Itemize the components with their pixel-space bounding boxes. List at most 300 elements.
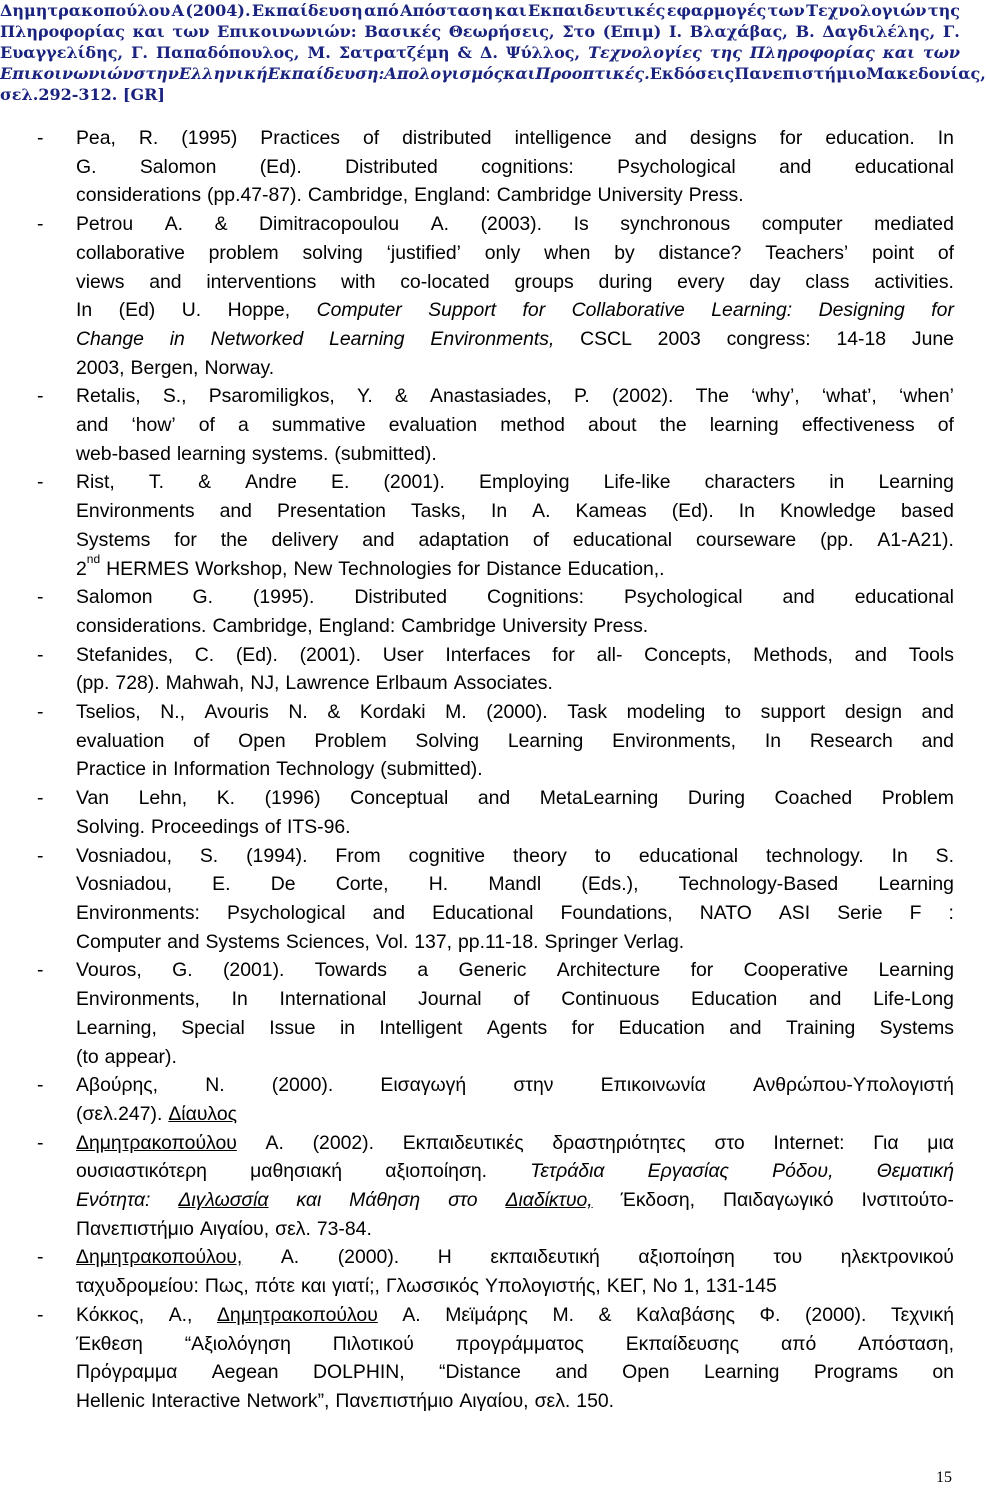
- reference-word: Distance: [486, 557, 562, 580]
- reference-word: by: [614, 241, 635, 264]
- reference-word: (2000).: [486, 701, 548, 724]
- reference-word: 728).: [115, 672, 160, 695]
- reference-word: in: [169, 327, 185, 350]
- reference-line: [76, 268, 954, 297]
- reference-word: Springer: [544, 930, 618, 953]
- reference-word: Stefanides,: [76, 643, 174, 666]
- reference-word: evaluation: [76, 729, 165, 752]
- reference-word: for: [174, 528, 197, 551]
- reference-word: groups: [514, 270, 574, 293]
- reference-word: Journal: [418, 988, 482, 1011]
- reference-word: on: [932, 1361, 954, 1384]
- reference-word: (2002).: [312, 1131, 375, 1154]
- reference-word: :: [948, 901, 954, 924]
- reference-word: (to: [76, 1045, 99, 1068]
- reference-word: Special: [181, 1016, 245, 1039]
- reference-word: Open: [238, 729, 286, 752]
- reference-word: Life-Long: [873, 988, 954, 1011]
- reference-word: and: [779, 155, 812, 178]
- header-word: Β.: [795, 22, 815, 41]
- reference-word: Interactive: [150, 1389, 241, 1412]
- reference-word: considerations.: [76, 614, 207, 637]
- reference-word: Corte,: [335, 873, 389, 896]
- reference-word: Environments: [76, 500, 195, 523]
- reference-word: αξιοποίηση: [638, 1246, 735, 1269]
- reference-word: and: [372, 901, 406, 924]
- reference-word: S.: [199, 844, 219, 867]
- reference-word: Open: [622, 1361, 670, 1384]
- header-word: Βασικές: [364, 22, 442, 41]
- reference-word: Αιγαίου,: [199, 1217, 270, 1240]
- reference-line: [76, 1157, 954, 1186]
- reference-word: Kameas: [575, 500, 647, 523]
- header-word: Δαγδιλέλης,: [822, 22, 936, 41]
- reference-word: Μ.: [552, 1303, 574, 1326]
- header-word: της: [709, 43, 742, 62]
- reference-word: Anastasiades,: [430, 385, 552, 408]
- reference-word: Sciences,: [285, 930, 370, 953]
- reference-word: T.: [148, 471, 164, 494]
- reference-word: Psychological: [617, 155, 736, 178]
- reference-word: web-based: [76, 442, 171, 465]
- reference-word: June: [911, 327, 954, 350]
- reference-word: day: [749, 270, 781, 293]
- reference-word: effectiveness: [801, 414, 915, 437]
- reference-word: A.: [164, 213, 184, 236]
- reference-word: England:: [318, 614, 396, 637]
- reference-word: (2002).: [611, 385, 674, 408]
- reference-word: educational: [854, 586, 954, 609]
- reference-word: του: [773, 1246, 803, 1269]
- header-word: Πληροφορίας: [749, 43, 875, 62]
- reference-word: and: [149, 270, 182, 293]
- reference-word: Επικοινωνία: [600, 1074, 706, 1097]
- reference-word: Educational: [432, 901, 534, 924]
- reference-word: about: [588, 414, 637, 437]
- list-bullet: -: [37, 643, 44, 666]
- reference-line: [76, 755, 954, 784]
- reference-word: solving: [302, 241, 363, 264]
- reference-word: Education: [618, 1016, 705, 1039]
- reference-word: Νο: [652, 1275, 678, 1298]
- reference-item: [0, 641, 960, 698]
- reference-word: learning: [176, 442, 246, 465]
- reference-word: (1995).: [252, 586, 315, 609]
- list-bullet: -: [37, 1131, 44, 1154]
- reference-word: Α.: [280, 1246, 300, 1269]
- reference-word: Concepts,: [644, 643, 732, 666]
- header-word: και: [494, 1, 527, 20]
- header-word: Θεωρήσεις,: [448, 22, 555, 41]
- reference-word: and: [921, 729, 954, 752]
- reference-line: [76, 899, 954, 928]
- reference-line: [76, 1358, 954, 1387]
- reference-line: [76, 1272, 954, 1301]
- reference-word: a: [417, 959, 429, 982]
- reference-word: A.: [532, 500, 551, 523]
- list-bullet: -: [37, 787, 44, 810]
- reference-word: Foundations,: [560, 901, 673, 924]
- reference-word: Psychological: [227, 901, 346, 924]
- reference-word: design: [844, 701, 902, 724]
- header-word: και: [882, 43, 915, 62]
- reference-word: σελ.: [275, 1217, 311, 1240]
- reference-word: and: [809, 988, 842, 1011]
- reference-word: problem: [208, 241, 279, 264]
- reference-line: [76, 985, 954, 1014]
- reference-word: Press.: [593, 614, 649, 637]
- header-word: και: [503, 64, 536, 83]
- header-word: Επικοινωνιών: [0, 64, 134, 83]
- reference-word: Hoppe,: [227, 299, 291, 322]
- reference-word: Tselios,: [76, 701, 141, 724]
- page-header: [0, 0, 986, 105]
- reference-word: Vouros,: [76, 959, 142, 982]
- reference-word: Presentation: [277, 500, 386, 523]
- reference-word: Θεματική: [876, 1160, 954, 1183]
- header-word: Ι.: [668, 22, 683, 41]
- reference-word: the: [220, 528, 248, 551]
- reference-word: Learning: [878, 873, 954, 896]
- header-word: Παπαδόπουλος,: [156, 43, 300, 62]
- reference-word: G.: [192, 586, 213, 609]
- reference-word: Learning: [329, 327, 405, 350]
- reference-item: [0, 583, 960, 640]
- reference-line: [76, 354, 954, 383]
- reference-word: A.: [430, 213, 450, 236]
- header-word: Μακεδονίας,: [866, 64, 986, 83]
- reference-word: Network”,: [246, 1389, 330, 1412]
- reference-word: Cambridge: [496, 184, 592, 207]
- reference-word: Bergen,: [130, 356, 199, 379]
- reference-word: education.: [825, 127, 915, 149]
- reference-word: mediated: [874, 213, 954, 236]
- reference-word: Learning: [878, 959, 954, 982]
- reference-word: intelligence: [514, 127, 612, 149]
- reference-word: Solving.: [76, 815, 145, 838]
- reference-word: Ινστιτούτο-: [861, 1189, 954, 1212]
- reference-word: Technology-Based: [678, 873, 839, 896]
- reference-word: U.: [181, 299, 202, 322]
- reference-word: In: [738, 500, 755, 523]
- header-word: Σατρατζέμη: [338, 43, 450, 62]
- reference-word: Proceedings: [151, 815, 259, 838]
- header-word: Στο: [562, 22, 596, 41]
- reference-word: Norway.: [204, 356, 275, 379]
- reference-word: In: [891, 844, 908, 867]
- reference-word: Programs: [813, 1361, 898, 1384]
- reference-word: Conceptual: [350, 787, 449, 810]
- reference-word: και: [300, 1275, 326, 1298]
- reference-word: Generic: [458, 959, 527, 982]
- reference-word: Δημητρακοπούλου,: [76, 1246, 243, 1269]
- reference-word: ITS-96.: [286, 815, 351, 838]
- header-word: Απόσταση: [400, 1, 494, 20]
- reference-word: for: [690, 959, 714, 982]
- reference-line: [76, 583, 954, 612]
- reference-word: C.: [194, 643, 215, 666]
- reference-word: Δίαυλος: [168, 1102, 237, 1125]
- reference-word: Έκδοση,: [620, 1189, 696, 1212]
- list-bullet: -: [37, 844, 44, 867]
- header-word: των: [922, 43, 960, 62]
- reference-word: F: [909, 901, 922, 924]
- reference-word: Avouris: [204, 701, 269, 724]
- reference-word: Learning: [704, 1361, 780, 1384]
- reference-word: based: [901, 500, 954, 523]
- reference-word: Μάθηση: [349, 1189, 421, 1212]
- reference-word: systems.: [251, 442, 329, 465]
- reference-word: Ν.: [205, 1074, 225, 1097]
- reference-word: Systems: [205, 930, 280, 953]
- reference-word: (2001).: [299, 643, 362, 666]
- reference-word: Α.: [402, 1303, 421, 1326]
- reference-word: Πρόγραμμα: [76, 1361, 178, 1384]
- reference-word: &: [598, 1303, 612, 1326]
- reference-word: N.: [288, 701, 308, 724]
- reference-word: cognitions:: [481, 155, 574, 178]
- reference-word: (2003).: [480, 213, 543, 236]
- reference-word: of: [532, 528, 550, 551]
- reference-word: courseware: [695, 528, 797, 551]
- reference-word: co-located: [400, 270, 490, 293]
- header-word: στην: [133, 64, 179, 83]
- reference-word: εκπαιδευτική: [490, 1246, 600, 1269]
- reference-word: &: [198, 471, 212, 494]
- reference-word: Education: [691, 988, 778, 1011]
- reference-word: Mandl: [488, 873, 542, 896]
- reference-word: (submitted).: [334, 442, 437, 465]
- reference-word: Lehn,: [138, 787, 188, 810]
- reference-word: R.: [138, 127, 159, 149]
- reference-word: Environments:: [76, 901, 200, 924]
- header-word: Ψύλλος,: [505, 43, 581, 62]
- reference-word: a: [238, 414, 249, 437]
- reference-word: for: [522, 299, 546, 322]
- reference-word: P.: [573, 385, 590, 408]
- reference-word: Is: [573, 213, 589, 236]
- reference-line: [76, 1301, 954, 1330]
- reference-word: Distributed: [354, 586, 448, 609]
- reference-word: Vosniadou,: [76, 844, 172, 867]
- reference-word: K.: [216, 787, 236, 810]
- header-word: Επικοινωνιών:: [217, 22, 357, 41]
- reference-word: distance?: [658, 241, 742, 264]
- reference-word: every: [677, 270, 725, 293]
- reference-word: σελ.: [534, 1389, 571, 1412]
- reference-word: Salomon: [139, 155, 217, 178]
- reference-word: and: [362, 528, 395, 551]
- reference-word: (pp.47-87).: [207, 184, 302, 207]
- reference-word: ‘justified’: [386, 241, 461, 264]
- reference-word: England:: [414, 184, 491, 207]
- reference-word: of: [264, 815, 281, 838]
- reference-word: Ενότητα:: [76, 1189, 151, 1212]
- reference-line: [76, 956, 954, 985]
- header-line-4: [0, 63, 986, 84]
- reference-word: Cooperative: [743, 959, 849, 982]
- reference-word: Issue: [269, 1016, 316, 1039]
- reference-word: educational: [638, 844, 739, 867]
- reference-word: ουσιαστικότερη: [76, 1160, 207, 1183]
- reference-word: 131-145: [705, 1275, 777, 1298]
- reference-word: Agents: [486, 1016, 548, 1039]
- reference-word: G.: [172, 959, 193, 982]
- reference-word: educational: [572, 528, 673, 551]
- reference-word: appear).: [104, 1045, 177, 1068]
- reference-word: for: [552, 643, 575, 666]
- reference-word: point: [872, 241, 915, 264]
- reference-word: Learning: [878, 471, 954, 494]
- reference-word: Intelligent: [379, 1016, 463, 1039]
- reference-word: method: [500, 414, 565, 437]
- reference-word: University: [502, 614, 588, 637]
- reference-word: S.: [935, 844, 954, 867]
- reference-word: (Ed).: [235, 643, 278, 666]
- reference-word: Workshop,: [195, 557, 288, 580]
- reference-word: University: [597, 184, 683, 207]
- header-word: εφαρμογές: [666, 1, 767, 20]
- reference-word: NJ,: [250, 672, 280, 695]
- reference-word: and: [854, 643, 887, 666]
- reference-word: Vosniadou,: [76, 873, 172, 896]
- header-word: Βλαχάβας,: [689, 22, 788, 41]
- reference-word: Πιλοτικού: [332, 1332, 414, 1355]
- list-bullet: -: [37, 586, 44, 609]
- reference-line: [76, 1100, 954, 1129]
- reference-word: ταχυδρομείου:: [76, 1275, 199, 1298]
- reference-line: [76, 1215, 954, 1244]
- header-word: Ευαγγελίδης,: [0, 43, 124, 62]
- reference-word: during: [598, 270, 653, 293]
- reference-line: [76, 440, 954, 469]
- reference-line: [76, 526, 954, 555]
- reference-word: to: [594, 844, 611, 867]
- reference-word: Training: [785, 1016, 856, 1039]
- reference-word: Practices: [260, 127, 341, 149]
- reference-word: summative: [271, 414, 366, 437]
- reference-word: A1-A21).: [877, 528, 954, 551]
- header-word: Εκπαιδευτικές: [527, 1, 666, 20]
- reference-word: Employing: [479, 471, 570, 494]
- reference-word: Psychological: [623, 586, 743, 609]
- reference-line: [76, 181, 954, 210]
- header-word: από: [364, 1, 399, 20]
- list-bullet: -: [37, 471, 44, 494]
- reference-word: (2000).: [271, 1074, 334, 1097]
- reference-word: Πανεπιστήμιο: [76, 1217, 194, 1240]
- reference-item: [0, 1071, 960, 1128]
- reference-word: (Ed): [118, 299, 156, 322]
- header-word: Α: [171, 1, 184, 20]
- header-line-5: [0, 84, 960, 105]
- reference-word: International: [279, 988, 387, 1011]
- reference-word: of: [198, 414, 215, 437]
- reference-line: [76, 411, 954, 440]
- reference-word: designs: [689, 127, 757, 149]
- reference-word: From: [335, 844, 381, 867]
- reference-word: support: [760, 701, 826, 724]
- reference-word: Δημητρακοπούλου: [216, 1303, 378, 1326]
- reference-word: In: [937, 127, 954, 149]
- reference-word: of: [193, 729, 210, 752]
- reference-word: computer: [761, 213, 843, 236]
- ordinal: 2nd: [76, 551, 101, 580]
- reference-word: Associates.: [453, 672, 553, 695]
- reference-line: [76, 325, 954, 354]
- reference-item: [0, 956, 960, 1071]
- reference-word: Systems: [76, 528, 151, 551]
- reference-line: [76, 698, 954, 727]
- reference-word: στο: [448, 1189, 478, 1212]
- reference-word: Πανεπιστήμιο: [335, 1389, 454, 1412]
- reference-word: Life-like: [603, 471, 671, 494]
- header-word: Γ.: [131, 43, 148, 62]
- reference-word: Tools: [908, 643, 954, 666]
- reference-word: interventions: [206, 270, 317, 293]
- reference-word: the: [659, 414, 687, 437]
- reference-item: [0, 784, 960, 841]
- reference-word: and: [219, 500, 252, 523]
- reference-word: (pp.: [820, 528, 854, 551]
- reference-word: ASI: [778, 901, 811, 924]
- header-word: (Επιμ): [602, 22, 662, 41]
- header-word: Δημητρακοπούλου: [0, 1, 171, 20]
- list-bullet: -: [37, 385, 44, 408]
- reference-word: (1995): [181, 127, 238, 149]
- reference-line: [76, 727, 954, 756]
- reference-word: (pp.: [76, 672, 110, 695]
- reference-line: [76, 1014, 954, 1043]
- header-word: Ελληνική: [178, 64, 268, 83]
- header-word: Γ.: [942, 22, 960, 41]
- reference-word: Computer: [316, 299, 402, 322]
- reference-word: Task: [567, 701, 608, 724]
- reference-word: πότε: [254, 1275, 295, 1298]
- reference-word: Interfaces: [445, 643, 531, 666]
- reference-word: Εκπαιδευτικές: [402, 1131, 524, 1154]
- reference-word: ‘why’,: [751, 385, 800, 408]
- reference-word: Psaromiligkos,: [208, 385, 335, 408]
- reference-word: (Ed).: [259, 155, 302, 178]
- reference-word: Systems: [879, 1016, 954, 1039]
- reference-word: Hellenic: [76, 1389, 145, 1412]
- reference-word: 1,: [683, 1275, 700, 1298]
- reference-word: of: [513, 988, 530, 1011]
- reference-word: 73-84.: [316, 1217, 372, 1240]
- reference-word: Vol.: [375, 930, 409, 953]
- reference-word: NATO: [699, 901, 752, 924]
- reference-word: activities.: [874, 270, 954, 293]
- reference-word: (2000).: [804, 1303, 867, 1326]
- reference-line: [76, 1129, 954, 1158]
- reference-word: S.,: [162, 385, 187, 408]
- header-word: των: [172, 22, 210, 41]
- reference-word: of: [937, 414, 954, 437]
- reference-word: of: [937, 241, 954, 264]
- reference-word: In: [490, 500, 508, 523]
- reference-word: Α.,: [168, 1303, 193, 1326]
- reference-word: Learning,: [76, 1016, 157, 1039]
- reference-line: [76, 669, 954, 698]
- reference-word: considerations: [76, 184, 202, 207]
- reference-word: Ανθρώπου-Υπολογιστή: [752, 1074, 954, 1097]
- reference-word: Teachers’: [765, 241, 849, 264]
- reference-word: Computer: [76, 930, 162, 953]
- reference-item: [0, 382, 960, 468]
- reference-word: Pea,: [76, 127, 116, 149]
- reference-word: in: [829, 471, 845, 494]
